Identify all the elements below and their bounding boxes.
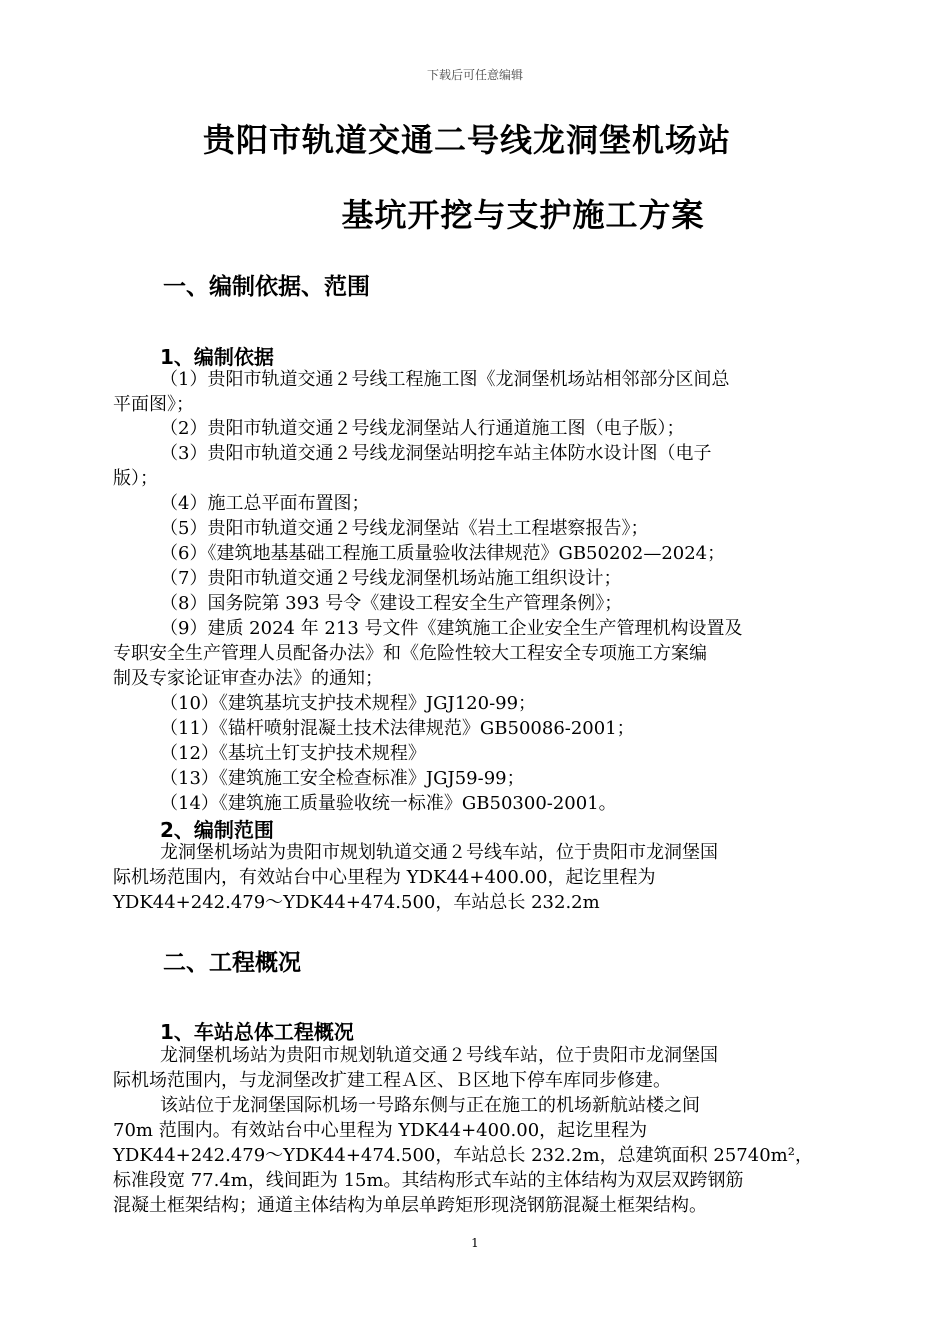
basis-line: （7）贵阳市轨道交通２号线龙洞堡机场站施工组织设计； xyxy=(160,568,622,589)
header-note: 下载后可任意编辑 xyxy=(426,68,523,82)
overview-line: 龙洞堡机场站为贵阳市规划轨道交通２号线车站，位于贵阳市龙洞堡国 xyxy=(160,1045,718,1066)
basis-line: （10）《建筑基坑支护技术规程》JGJ120-99； xyxy=(160,693,537,714)
overview-line: 70m 范围内。有效站台中心里程为 YDK44+400.00，起讫里程为 xyxy=(113,1120,648,1141)
basis-line: （12）《基坑土钉支护技术规程》 xyxy=(160,743,426,764)
basis-line: （11）《锚杆喷射混凝土技术法律规范》GB50086-2001； xyxy=(160,718,635,739)
section1-sub2-heading: 2、编制范围 xyxy=(160,818,274,842)
document-title-line2: 基坑开挖与支护施工方案 xyxy=(341,196,705,234)
scope-line: 龙洞堡机场站为贵阳市规划轨道交通２号线车站，位于贵阳市龙洞堡国 xyxy=(160,842,718,863)
basis-line: 平面图》； xyxy=(113,394,194,415)
basis-line: （6）《建筑地基基础工程施工质量验收法律规范》GB50202—2024； xyxy=(160,543,726,564)
basis-line: （8）国务院第 393 号令《建设工程安全生产管理条例》； xyxy=(160,593,623,614)
overview-line: 标准段宽 77.4m，线间距为 15m。其结构形式车站的主体结构为双层双跨钢筋 xyxy=(113,1170,744,1191)
section2-sub1-heading: 1、车站总体工程概况 xyxy=(160,1020,354,1044)
overview-line: 混凝土框架结构；通道主体结构为单层单跨矩形现浇钢筋混凝土框架结构。 xyxy=(113,1195,707,1216)
basis-line: （14）《建筑施工质量验收统一标准》GB50300-2001。 xyxy=(160,793,617,814)
basis-line: 专职安全生产管理人员配备办法》和《危险性较大工程安全专项施工方案编 xyxy=(113,643,707,664)
basis-line: 制及专家论证审查办法》的通知； xyxy=(113,668,383,689)
scope-line: YDK44+242.479～YDK44+474.500，车站总长 232.2m xyxy=(113,892,600,913)
scope-line: 际机场范围内，有效站台中心里程为 YDK44+400.00，起讫里程为 xyxy=(113,867,656,888)
overview-line: 该站位于龙洞堡国际机场一号路东侧与正在施工的机场新航站楼之间 xyxy=(160,1095,700,1116)
basis-line: （9）建质 2024 年 213 号文件《建筑施工企业安全生产管理机构设置及 xyxy=(160,618,743,639)
basis-line: （5）贵阳市轨道交通２号线龙洞堡站《岩土工程堪察报告》； xyxy=(160,518,649,539)
section1-heading: 一、编制依据、范围 xyxy=(163,274,370,300)
basis-line: 版）； xyxy=(113,468,158,489)
basis-line: （4）施工总平面布置图； xyxy=(160,493,370,514)
section1-sub1-heading: 1、编制依据 xyxy=(160,345,274,369)
section2-heading: 二、工程概况 xyxy=(163,950,301,976)
basis-line: （2）贵阳市轨道交通２号线龙洞堡站人行通道施工图（电子版）； xyxy=(160,418,685,439)
document-title-line1: 贵阳市轨道交通二号线龙洞堡机场站 xyxy=(202,121,731,159)
overview-line: YDK44+242.479～YDK44+474.500，车站总长 232.2m，总建筑面积 25740m²， xyxy=(113,1145,813,1166)
basis-line: （3）贵阳市轨道交通２号线龙洞堡站明挖车站主体防水设计图（电子 xyxy=(160,443,712,464)
overview-line: 际机场范围内，与龙洞堡改扩建工程Ａ区、Ｂ区地下停车库同步修建。 xyxy=(113,1070,671,1091)
page-number: 1 xyxy=(471,1236,479,1250)
basis-line: （1）贵阳市轨道交通２号线工程施工图《龙洞堡机场站相邻部分区间总 xyxy=(160,369,730,390)
basis-line: （13）《建筑施工安全检查标准》JGJ59-99； xyxy=(160,768,525,789)
